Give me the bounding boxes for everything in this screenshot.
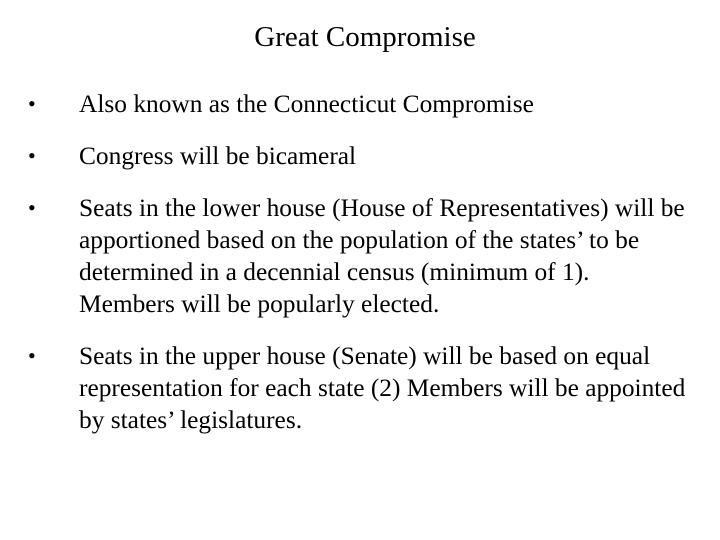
bullet-text: Seats in the lower house (House of Representatives) will be apportioned based on the population of the states’ to be determined in a decennial census (minimum of 1). Members will be popularly elected. xyxy=(79,194,685,318)
bullet-point-icon: • xyxy=(28,143,36,168)
slide-title: Great Compromise xyxy=(254,21,476,53)
bullet-point-icon: • xyxy=(28,195,36,220)
bullet-point-icon: • xyxy=(28,91,36,116)
bullet-text: Also known as the Connecticut Compromise xyxy=(79,90,534,118)
bullet-text: Seats in the upper house (Senate) will be based on equal representation for each state (2) Members will be appointed by states’ legislatures. xyxy=(79,342,686,434)
bullet-item-lower-house xyxy=(28,192,688,320)
bullet-item-upper-house xyxy=(28,340,688,436)
bullet-list xyxy=(28,88,688,456)
bullet-point-icon: • xyxy=(28,343,36,368)
bullet-text: Congress will be bicameral xyxy=(79,142,357,170)
bullet-item-connecticut xyxy=(28,88,688,120)
bullet-item-bicameral xyxy=(28,140,688,172)
